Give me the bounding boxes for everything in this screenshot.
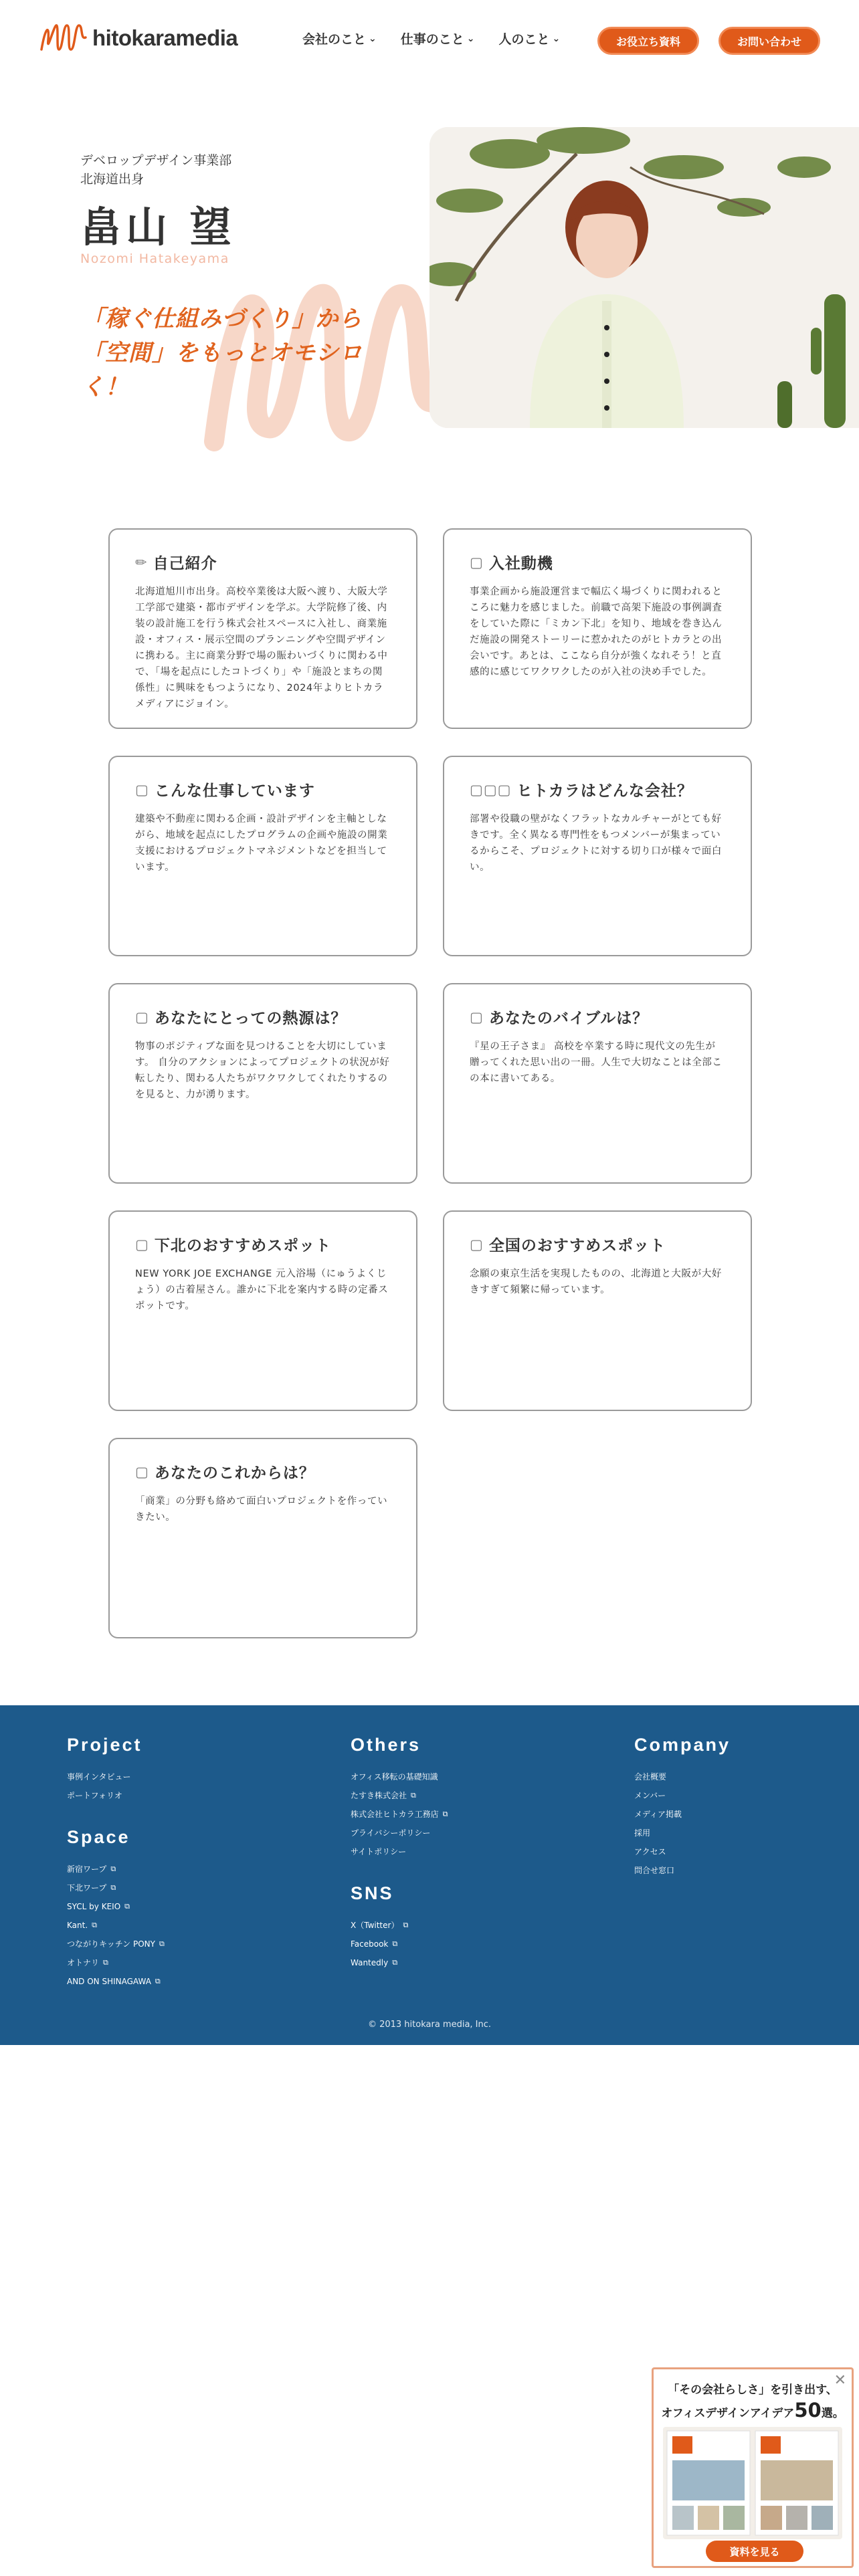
card-motivation [443,528,752,729]
external-link-icon: ⧉ [442,1810,448,1818]
missing-glyph-icon: ▢ [470,1008,484,1025]
card-company [443,756,752,956]
chevron-down-icon: ⌄ [466,33,475,44]
external-link-icon: ⧉ [159,1939,165,1948]
catch-line: く！ [82,374,128,401]
catch-line: 「空間」をもっとオモシロ [82,340,363,366]
nav-item-label: 仕事のこと [400,32,464,47]
card-body: 『星の王子さま』 高校を卒業する時に現代文の先生が贈ってくれた思い出の一冊。人生で大切なことは全部この本に書いてある。 [470,1041,723,1084]
external-link-icon: ⧉ [392,1958,398,1967]
external-link-icon: ⧉ [110,1864,116,1873]
card-title-text: 下北のおすすめスポット [154,1237,332,1255]
card-title [135,778,391,800]
card-body: NEW YORK JOE EXCHANGE 元入浴場（にゅうよくじょう）の古着屋さん。誰かに下北を案内する時の定番スポットです。 [135,1269,389,1311]
footer-link[interactable] [67,1953,165,1972]
footer-link[interactable]: オフィス移転の基礎知識 [351,1772,438,1782]
card-shimokita-spot [108,1210,417,1411]
footer-link[interactable] [67,1935,165,1953]
card-bible [443,983,752,1184]
footer-link[interactable] [67,1897,165,1916]
card-title-text: ヒトカラはどんな会社？ [516,782,693,800]
chevron-down-icon: ⌄ [369,33,377,44]
card-body: 物事のポジティブな面を見つけることを大切にしています。 自分のアクションによってプロジェクトの状況が好転したり、関わる人たちがワクワクしてくれたりするのを見ると、力が湧ります。 [135,1041,390,1100]
missing-glyph-icon: ▢ [135,1236,149,1253]
footer-col-sns [351,1883,408,1972]
portrait-photo [430,127,859,428]
card-self-intro [108,528,417,729]
footer-link[interactable]: 採用 [634,1828,651,1838]
missing-glyph-icon: ▢ [135,1008,149,1025]
document-preview-illustration [663,2427,842,2539]
external-link-icon: ⧉ [124,1902,130,1911]
logo-squiggle-icon [39,20,88,56]
resources-button[interactable]: お役立ち資料 [597,27,699,55]
contact-button[interactable]: お問い合わせ [719,27,820,55]
nav-item-company[interactable] [302,29,377,47]
banner-subheadline [654,2399,852,2422]
card-title-text: 全国のおすすめスポット [488,1237,666,1255]
footer-link[interactable]: プライバシーポリシー [351,1828,431,1838]
banner-subheadline-suffix: 選。 [821,2407,844,2420]
nav-item-label: 会社のこと [302,32,367,47]
external-link-icon: ⧉ [155,1977,161,1985]
card-title [135,1006,391,1028]
logo[interactable] [39,20,237,56]
footer-link[interactable] [67,1879,165,1897]
card-title-text: 入社動機 [488,555,553,572]
footer-link[interactable]: メンバー [634,1791,666,1800]
footer-link[interactable] [67,1860,165,1879]
footer-link[interactable]: ポートフォリオ [67,1791,122,1800]
card-title [470,1006,725,1028]
footer-link[interactable]: サイトポリシー [351,1847,407,1856]
footer-link-label: X（Twitter） [351,1921,399,1930]
banner-headline: 「その会社らしさ」を引き出す、 [668,2383,838,2397]
footer-link-label: Facebook [351,1939,389,1949]
footer-link[interactable]: 会社概要 [634,1772,667,1782]
nav-item-label: 人のこと [498,32,550,47]
external-link-icon: ⧉ [403,1921,409,1929]
banner-subheadline-prefix: オフィスデザインアイデア [661,2407,795,2420]
external-link-icon: ⧉ [392,1939,398,1948]
card-national-spot [443,1210,752,1411]
card-title [470,551,725,573]
close-icon[interactable]: ✕ [834,2372,846,2389]
footer-col-space [67,1827,165,1991]
footer-link[interactable] [351,1935,408,1953]
external-link-icon: ⧉ [110,1883,116,1892]
footer-link-label: たすき株式会社 [351,1791,407,1800]
card-title-text: あなたにとっての熱源は？ [154,1010,347,1027]
card-title-text: 自己紹介 [153,555,217,572]
card-title [135,1233,391,1255]
person-name: 畠山 望 [80,203,235,251]
card-body: 念願の東京生活を実現したものの、北海道と大阪が大好きすぎて頻繁に帰っています。 [470,1269,722,1295]
footer-heading: Others [351,1735,421,1755]
hero-profile-meta [80,151,231,189]
footer-link-label: 新宿ワープ [67,1864,107,1874]
footer-link[interactable] [351,1916,408,1935]
footer-link[interactable] [67,1972,165,1991]
card-body: 北海道旭川市出身。高校卒業後は大阪へ渡り、大阪大学工学部で建築・都市デザインを学ぶ。大学院修了後、内装の設計施工を行う株式会社スペースに入社し、商業施設・オフィス・展示空間のプランニングや空間デザインに携わる。主に商業分野で場の賑わいづくりに関わる中で、「場を起点にしたコトづくり」や「施設とまちの関係性」に興味をもつようになり、2024年よりヒトカラメディアにジョイン。 [135,586,388,710]
view-resource-button[interactable]: 資料を見る [706,2541,803,2562]
banner-number: 50 [794,2399,822,2422]
site-header [0,0,859,80]
card-title [470,778,725,800]
footer-link[interactable]: アクセス [634,1847,666,1856]
footer-link-label: つながりキッチン PONY [67,1939,155,1949]
external-link-icon: ⧉ [411,1791,416,1800]
missing-glyph-icon: ▢ [135,1463,149,1480]
card-title-text: あなたのこれからは？ [154,1465,315,1482]
person-name-roman: Nozomi Hatakeyama [80,251,229,266]
external-link-icon: ⧉ [92,1921,97,1929]
banner-preview-image [663,2427,842,2539]
footer-heading: Project [67,1735,142,1755]
footer-link-label: AND ON SHINAGAWA [67,1977,151,1986]
card-body: 部署や役職の壁がなくフラットなカルチャーがとても好きです。全く異なる専門性をもつメンバーが集まっているからこそ、プロジェクトに対する切り口が様々で面白い。 [470,814,722,873]
footer-heading: SNS [351,1883,394,1903]
footer-link[interactable] [351,1786,448,1805]
missing-glyph-icon: ▢ [470,1236,484,1253]
copyright: © 2013 hitokara media, Inc. [367,2020,492,2030]
main-nav [302,29,560,47]
portrait-illustration [430,127,859,428]
missing-glyph-icon: ▢ [135,781,149,798]
footer-link[interactable] [351,1805,448,1824]
origin: 北海道出身 [80,172,145,187]
footer-link[interactable]: 事例インタビュー [67,1772,131,1782]
footer-link-label: SYCL by KEIO [67,1902,121,1911]
footer-link-label: 下北ワープ [67,1883,107,1893]
footer-heading: Space [67,1827,130,1847]
nav-item-people[interactable] [499,29,561,47]
nav-item-work[interactable] [401,29,475,47]
logo-text: hitokaramedia [92,25,238,50]
pencil-icon: ✏ [135,554,148,570]
external-link-icon: ⧉ [103,1958,108,1967]
card-title [470,1233,725,1255]
chevron-down-icon: ⌄ [552,33,561,44]
footer-col-project [67,1735,142,1805]
footer-link-label: 株式会社ヒトカラ工務店 [351,1810,439,1819]
footer-link[interactable]: 問合せ窓口 [634,1866,675,1875]
card-body: 建築や不動産に関わる企画・設計デザインを主軸としながら、地域を起点にしたプログラムの企画や施設の開業支援におけるプロジェクトマネジメントなどを担当しています。 [135,814,388,873]
footer-col-company [634,1735,731,1880]
footer-link-label: Kant. [67,1921,88,1930]
card-title [135,1461,391,1483]
hero-catchphrase [82,302,396,405]
footer-link[interactable] [67,1916,165,1935]
catch-line: 「稼ぐ仕組みづくり」から [82,306,363,332]
card-body: 事業企画から施設運営まで幅広く場づくりに関われるところに魅力を感じました。前職で高架下施設の事例調査をしていた際に「ミカン下北」を知り、地域を巻き込んだ施設の開発ストーリーに惹かれたのがヒトカラとの出会いです。あとは、ここなら自分が強くなれそう！と直感的に感じてワクワクしたのが入社の決め手でした。 [470,586,723,677]
promo-banner[interactable] [652,2367,854,2568]
site-footer [0,1705,859,2045]
missing-glyph-icon: ▢ [470,554,484,570]
missing-glyph-icon: ▢▢▢ [470,781,512,798]
department: デベロップデザイン事業部 [80,153,232,168]
footer-link[interactable] [351,1953,408,1972]
card-title [135,551,391,573]
card-body: 「商業」の分野も絡めて面白いプロジェクトを作っていきたい。 [135,1496,388,1523]
footer-link-label: Wantedly [351,1958,389,1967]
footer-link[interactable]: メディア掲載 [634,1810,682,1819]
card-future [108,1438,417,1638]
card-title-text: あなたのバイブルは？ [488,1010,649,1027]
card-passion [108,983,417,1184]
card-title-text: こんな仕事しています [154,782,315,800]
footer-col-others [351,1735,448,1861]
footer-heading: Company [634,1735,731,1755]
card-work [108,756,417,956]
footer-link-label: オトナリ [67,1958,100,1967]
